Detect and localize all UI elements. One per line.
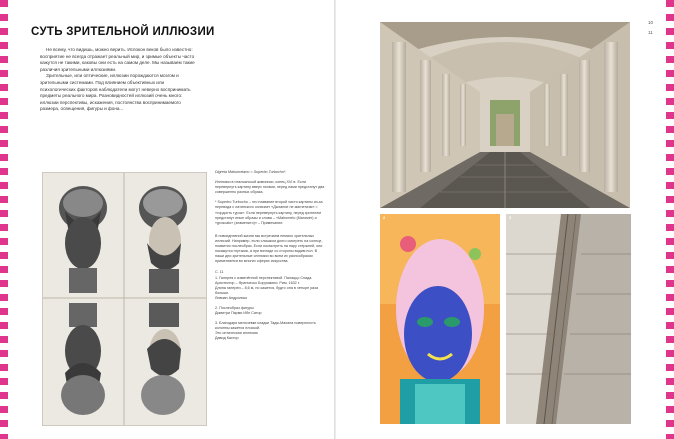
caption-2: * Superbo Turbocho – это название второй части картины из-за перевода с латинского означает «Дыхание не магнетизм» = «гордость турок». Если перевернуть картину, перед зрителем предстанут иные образы и слова – «Mahumeto (Магомет) и «groscato» (знаменито)» – Примечание. (215, 200, 323, 225)
intro-text (40, 47, 195, 113)
caption-1-text: Иллюзии в итальянской живописи, конец XVI в. Если перевернуть картину вверх ногами, перед нами предстанут два совершенно разных образа. (215, 180, 325, 195)
figure-badge-3: 3 (509, 215, 512, 220)
engraving-image (42, 172, 207, 426)
right-edge-stripes (666, 0, 674, 439)
figure-badge-2: 2 (383, 215, 386, 220)
caption-5: 2. Послеобраз фигуры Димитри Парми Ибн Сатор (215, 305, 262, 316)
page-title: СУТЬ ЗРИТЕЛЬНОЙ ИЛЛЮЗИИ (31, 26, 215, 38)
caption-4: С. 11 1. Галерея с изменённой перспективой. Палаццо Спада. Архитектор – Франческо Борромини. Рим, 1632 г. Длина галереи – 8,6 м, но кажется, будто она в четыре раза больше. Ливиан Андролико (215, 270, 319, 300)
afterimage-face-photo (380, 214, 500, 424)
gallery-perspective-photo (380, 22, 630, 208)
taj-mahal-column-photo (506, 214, 631, 424)
caption-1-title: Digreta Mahumetano = Superbo Turbocho*. (215, 170, 287, 174)
caption-6: 3. Благодаря мелочевке кладки Тадж-Махала поверхность колонны кажется плоской. Это оптическая иллюзия Давид Кастор (215, 321, 316, 341)
intro-paragraph-2: Зрительные, или оптические, иллюзии порождаются мозгом и зрительными системами. Под влиянием объективных или психологических факторов наблюдатели могут неверно воспринимать предметы реального мира. Разновидностей иллюзий очень много: иллюзии перспективы, искажения, постоянства воспринимаемого размера, освещения, фигуры и фона... (40, 73, 191, 112)
page-number-10: 10 (648, 20, 654, 25)
page-number-11: 11 (648, 30, 653, 35)
caption-3: В повседневной жизни мы встречаем немало зрительных иллюзий. Например, если слишком долго смотреть на солнце, появится послеобраз. Если посмотреть на пару стержней, они покажутся гнутыми, а при взгляде со стороны видим пол. В наши дни зрительные иллюзии во всем их разнообразии применяются во многих сферах искусства. (215, 233, 323, 264)
left-edge-stripes (0, 0, 8, 439)
caption-column (215, 170, 325, 347)
intro-paragraph-1: Не всему, что видишь, можно верить. Испокон веков было известно: восприятие не всегда отражает реальный мир, и зримые объекты часто кажутся не такими, каковы они есть на самом деле. Мы называем такие различия зрительными иллюзиями. (40, 47, 195, 72)
